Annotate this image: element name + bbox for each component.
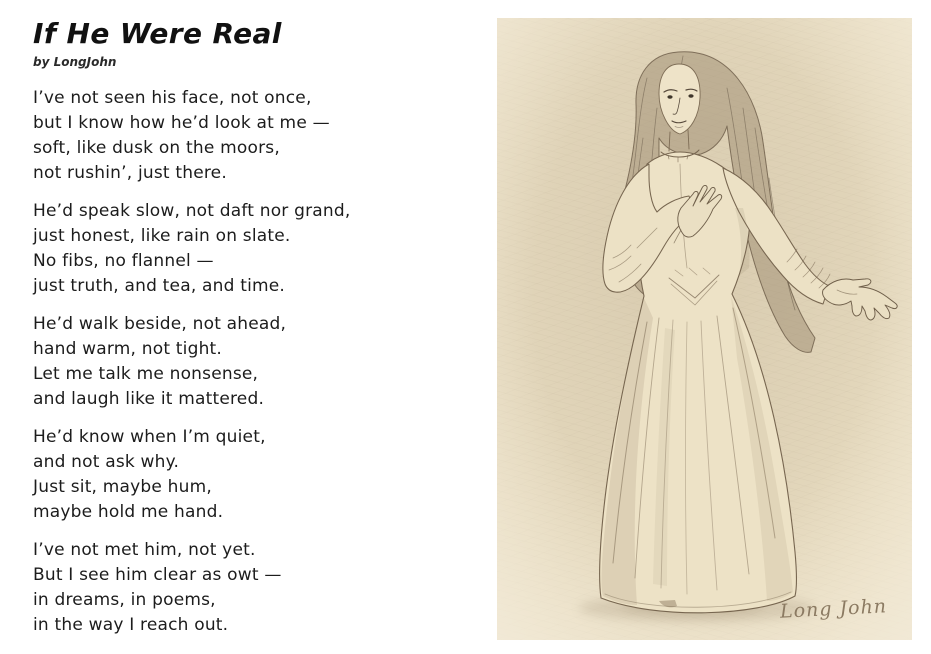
poem-column (33, 16, 478, 651)
stanza-5 (33, 538, 478, 638)
poem-line: Let me talk me nonsense, (33, 364, 259, 384)
poem-byline: by LongJohn (33, 55, 117, 69)
pencil-sketch-woman (497, 18, 912, 640)
stanza-4 (33, 425, 478, 525)
poem-line: soft, like dusk on the moors, (33, 138, 280, 158)
poem-line: just truth, and tea, and time. (33, 276, 286, 296)
poem-line: He’d know when I’m quiet, (33, 427, 266, 447)
stanza-3 (33, 312, 478, 412)
stanza-2 (33, 199, 478, 299)
poem-line: not rushin’, just there. (33, 163, 227, 183)
poem-line: just honest, like rain on slate. (33, 226, 291, 246)
poem-line: maybe hold me hand. (33, 502, 224, 522)
poem-line: hand warm, not tight. (33, 339, 223, 359)
poem-line: But I see him clear as owt — (33, 565, 282, 585)
poem-line: He’d walk beside, not ahead, (33, 314, 287, 334)
poem-line: I’ve not met him, not yet. (33, 540, 256, 560)
poem-line: I’ve not seen his face, not once, (33, 88, 312, 108)
poem-line: but I know how he’d look at me — (33, 113, 330, 133)
poem-line: in the way I reach out. (33, 615, 229, 635)
poem-line: No fibs, no flannel — (33, 251, 214, 271)
right-eye (688, 94, 693, 97)
poem-title: If He Were Real (33, 17, 282, 50)
poem-line: He’d speak slow, not daft nor grand, (33, 201, 351, 221)
poem-line: and laugh like it mattered. (33, 389, 265, 409)
poem-line: in dreams, in poems, (33, 590, 216, 610)
poem-line: Just sit, maybe hum, (33, 477, 212, 497)
left-eye (667, 95, 672, 98)
poem-line: and not ask why. (33, 452, 180, 472)
illustration-panel (497, 18, 912, 640)
stanza-1 (33, 86, 478, 186)
artist-signature: Long John (779, 595, 888, 623)
